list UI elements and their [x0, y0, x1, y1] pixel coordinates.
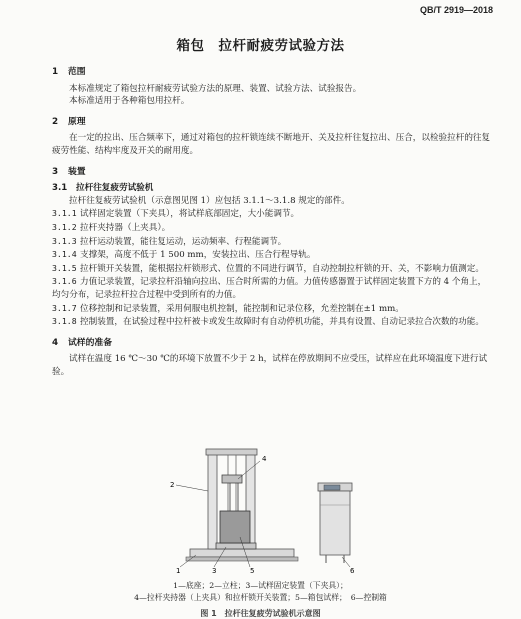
section-title: 范围 — [68, 67, 86, 77]
paragraph: 在一定的拉出、压合频率下，通过对箱包的拉杆锁连续不断地开、关及拉杆往复拉出、压合，以检验拉杆的往复疲劳性能、结构牢度及开关的耐用度。 — [52, 133, 491, 156]
section-4-heading — [52, 337, 494, 350]
figure-label: 1 — [176, 567, 181, 575]
base-plate — [190, 549, 294, 557]
test-machine-diagram — [150, 445, 380, 577]
paragraph: 拉杆往复疲劳试验机（示意图见图 1）应包括 3.1.1～3.1.8 规定的部件。 — [69, 195, 350, 206]
list-item: 3.1.6 力值记录装置，记录拉杆沿轴向拉出、压合时所需的力值。力值传感器置于试样固定装置下方的 4 个角上，均匀分布，记录拉杆拉合过程中受到所有的力值。 — [52, 276, 487, 300]
paragraph: 本标准适用于各种箱包用拉杆。 — [69, 96, 190, 107]
section-title: 装置 — [68, 166, 86, 177]
list-item: 3.1.5 拉杆锁开关装置，能根据拉杆锁形式、位置的不同进行调节，自动控制拉杆锁的开、关，不影响力值测定。 — [52, 262, 484, 274]
base-foot — [186, 557, 298, 561]
section-title: 原理 — [68, 116, 86, 127]
subsection-title: 拉杆往复疲劳试验机 — [76, 183, 154, 194]
figure-label: 3 — [212, 567, 217, 575]
top-crossbar — [206, 449, 257, 455]
figure-label: 6 — [350, 567, 355, 575]
section-number: 2 — [52, 116, 59, 127]
upper-clamp — [222, 475, 242, 483]
paragraph: 本标准规定了箱包拉杆耐疲劳试验方法的原理、装置、试验方法、试验报告。 — [69, 83, 362, 94]
section-number: 1 — [52, 67, 59, 77]
section-title: 试样的准备 — [68, 337, 112, 348]
section-1-heading — [52, 66, 494, 79]
paragraph: 试样在温度 16 ℃～30 ℃的环境下放置不少于 2 h，试样在停放期间不应受压，试样应在此环境温度下进行试验。 — [52, 354, 488, 377]
lower-fixture — [216, 543, 256, 549]
standard-code: QB/T 2919—2018 — [419, 5, 493, 15]
figure-label: 2 — [170, 481, 175, 489]
figure-caption: 图 1 拉杆往复疲劳试验机示意图 — [200, 609, 321, 618]
list-item: 3.1.7 位移控制和记录装置，采用伺服电机控制，能控制和记录位移，允差控制在±1 mm。 — [52, 302, 404, 314]
page-title: 箱包 拉杆耐疲劳试验方法 — [176, 38, 345, 54]
luggage-sample — [220, 511, 250, 543]
list-item: 3.1.1 试样固定装置（下夹具），将试样底部固定，大小能调节。 — [52, 208, 300, 220]
section-2-heading — [52, 116, 494, 129]
figure-legend-line-1: 1—底座；2—立柱；3—试样固定装置（下夹具）； — [173, 581, 348, 590]
screen-icon — [324, 485, 340, 490]
section-number: 3 — [52, 166, 59, 177]
figure-label: 5 — [250, 567, 255, 575]
list-item: 3.1.8 控制装置，在试验过程中拉杆被卡或发生故障时有自动停机功能，并具有设置、自动记录拉合次数的功能。 — [52, 316, 484, 328]
figure-legend-line-2: 4—拉杆夹持器（上夹具）和拉杆锁开关装置；5—箱包试样； 6—控制箱 — [134, 593, 387, 602]
section-3-heading — [52, 166, 494, 179]
list-item: 3.1.4 支撑架，高度不低于 1 500 mm，安装拉出、压合行程导轨。 — [52, 249, 316, 261]
subsection-number: 3.1 — [52, 183, 68, 194]
list-item: 3.1.3 拉杆运动装置，能往复运动，运动频率、行程能调节。 — [52, 235, 287, 247]
document-body — [52, 66, 494, 378]
figure-label: 4 — [262, 455, 267, 463]
test-machine-figure — [150, 445, 380, 577]
list-item: 3.1.2 拉杆夹持器（上夹具）。 — [52, 221, 171, 233]
control-cabinet — [320, 491, 350, 555]
section-number: 4 — [52, 337, 59, 348]
subsection-3-1-heading — [52, 182, 494, 195]
left-column — [208, 453, 217, 549]
